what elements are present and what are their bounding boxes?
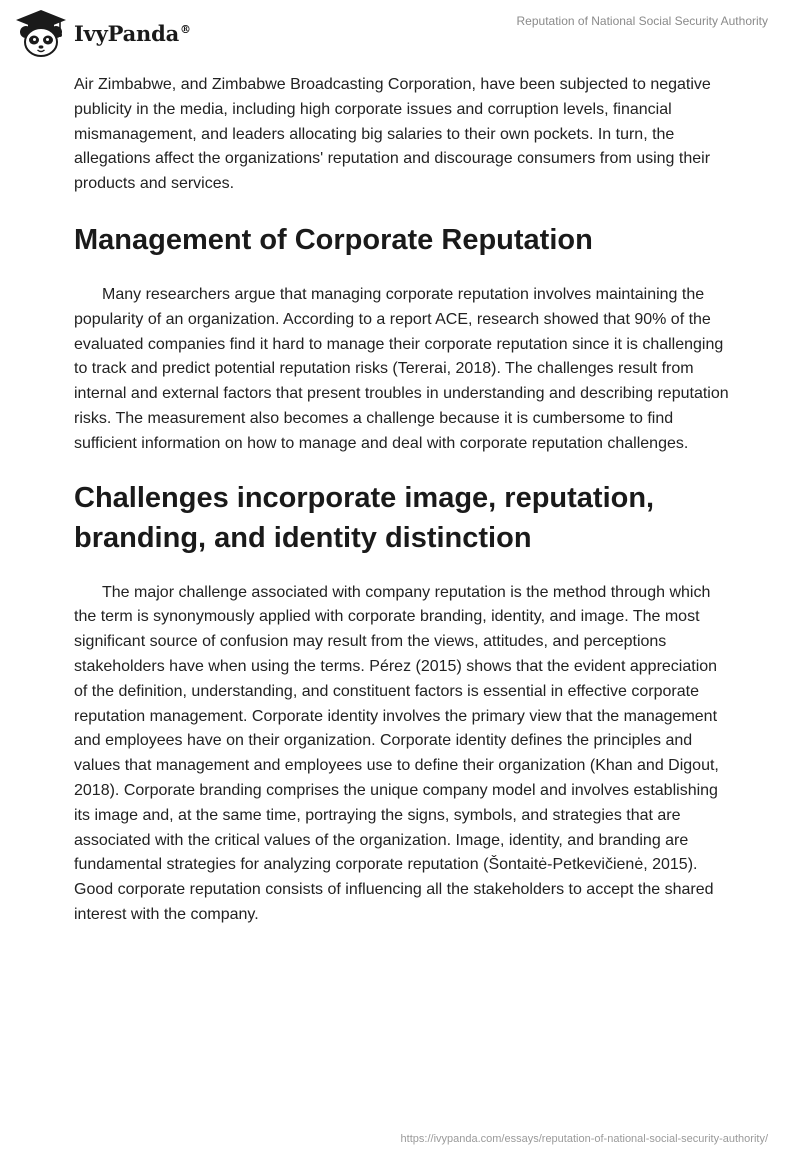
logo-wordmark: IvyPanda®: [74, 20, 191, 46]
ivypanda-logo[interactable]: [14, 8, 191, 58]
document-title: Reputation of National Social Security Authority: [516, 14, 768, 28]
heading-management: Management of Corporate Reputation: [74, 223, 593, 256]
page-header: [0, 0, 800, 70]
essay-body: [74, 70, 734, 928]
heading-challenges: Challenges incorporate image, reputation, branding, and identity distinction: [74, 481, 655, 554]
paragraph-intro: Air Zimbabwe, and Zimbabwe Broadcasting Corporation, have been subjected to negative publicity in the media, including high corporate issues and corruption levels, financial mismanagement, and leaders allocating big salaries to their own pockets. In turn, the allegations affect the organizations' reputation and discourage consumers from using their products and services.: [74, 76, 711, 193]
source-url[interactable]: https://ivypanda.com/essays/reputation-of-national-social-security-authority/: [400, 1133, 768, 1145]
paragraph-management: Many researchers argue that managing corporate reputation involves maintaining the popularity of an organization. According to a report ACE, research showed that 90% of the evaluated companies find it hard to manage their corporate reputation since it is challenging to track and predict potential reputation risks (Tererai, 2018). The challenges result from internal and external factors that present troubles in understanding and describing reputation risks. The measurement also becomes a challenge because it is cumbersome to find sufficient information on how to manage and deal with corporate reputation challenges.: [74, 285, 729, 452]
paragraph-challenges: The major challenge associated with company reputation is the method through which the term is synonymously applied with corporate branding, identity, and image. The most significant source of confusion may result from the views, attitudes, and perceptions stakeholders have when using the terms. Pérez (2015) shows that the evident appreciation of the definition, understanding, and constituent factors is essential in effective corporate reputation management. Corporate identity involves the primary view that the management and employees have on their organization. Corporate identity defines the principles and values that management and employees use to define their organization (Khan and Digout, 2018). Corporate branding comprises the unique company model and involves establishing its image and, at the same time, portraying the signs, symbols, and strategies that are associated with the critical values of the organization. Image, identity, and branding are fundamental strategies for analyzing corporate reputation (Šontaitė-Petkevičienė, 2015). Good corporate reputation consists of influencing all the stakeholders to accept the shared interest with the company.: [74, 583, 719, 923]
panda-graduate-icon: [14, 8, 68, 58]
